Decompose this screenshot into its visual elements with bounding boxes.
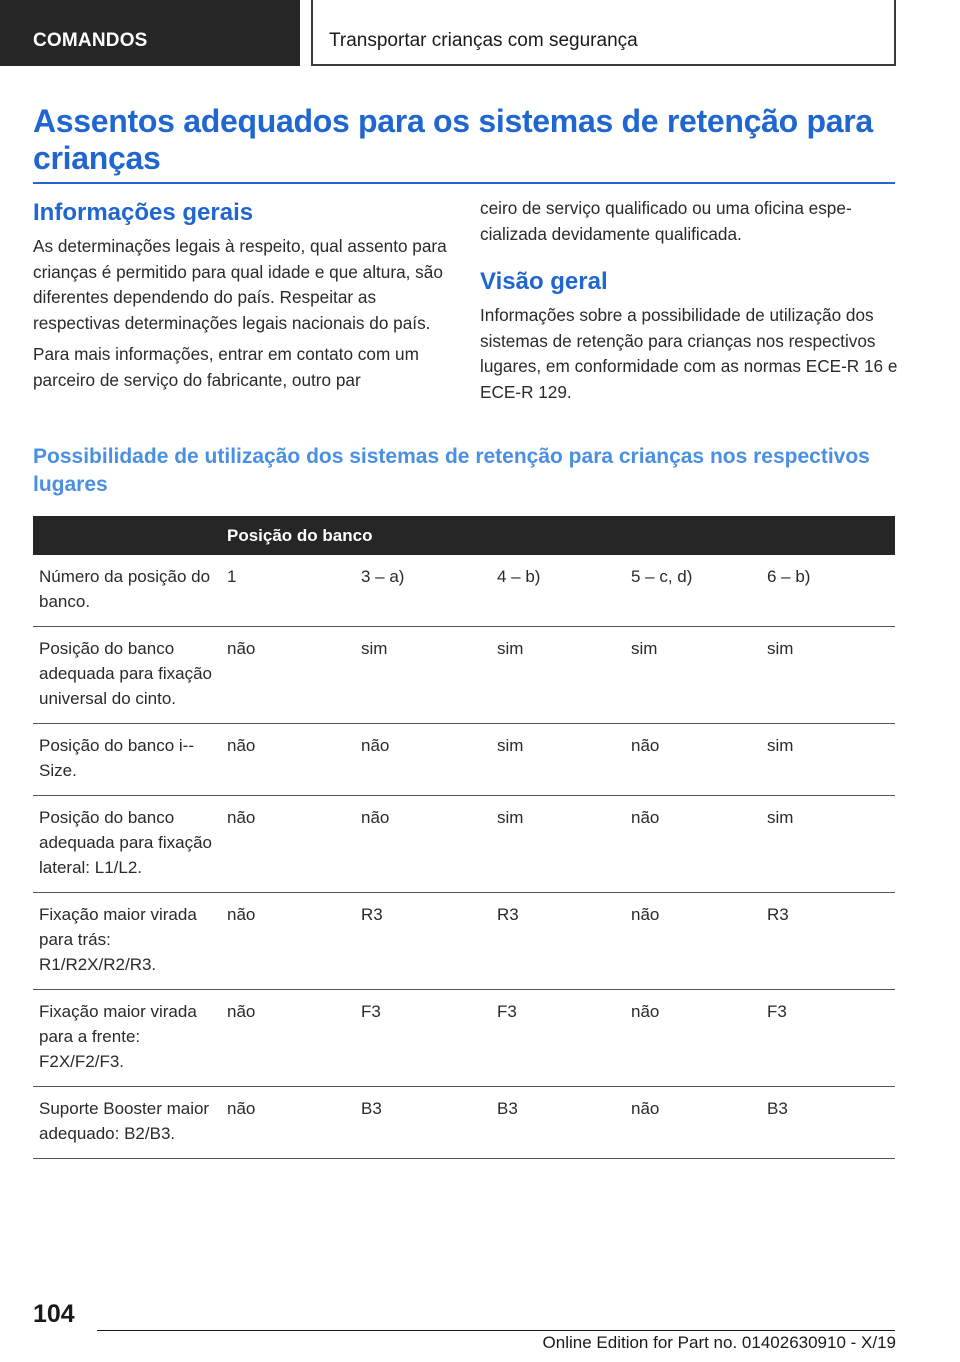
value-cell: 6 – b)	[761, 555, 895, 627]
value-cell: 1	[221, 555, 355, 627]
value-cell: não	[625, 990, 761, 1087]
general-paragraph-2-end: ceiro de serviço qualificado ou uma oficina especializada devidamente qualificada.	[480, 198, 852, 244]
general-paragraph-1: As determinações legais à respeito, qual assento para crianças é permitido para qual idade e que altura, são diferentes dependendo do país. Respeitar as respectivas determinações legais nacionais do país.	[33, 236, 447, 333]
value-cell: F3	[355, 990, 491, 1087]
overview-heading: Visão geral	[480, 268, 608, 296]
value-cell: não	[221, 796, 355, 893]
value-cell: 5 – c, d)	[625, 555, 761, 627]
value-cell: F3	[491, 990, 625, 1087]
value-cell: B3	[761, 1087, 895, 1159]
value-cell: não	[221, 893, 355, 990]
left-column	[33, 196, 453, 400]
value-cell: F3	[761, 990, 895, 1087]
row-label-cell: Posição do banco adequada para fixação lateral: L1/L2.	[33, 796, 221, 893]
value-cell: não	[221, 627, 355, 724]
row-label-cell: Suporte Booster maior adequado: B2/B3.	[33, 1087, 221, 1159]
value-cell: R3	[355, 893, 491, 990]
value-cell: B3	[491, 1087, 625, 1159]
table-header-empty	[33, 516, 221, 555]
value-cell: sim	[761, 627, 895, 724]
row-label-cell: Número da posição do banco.	[33, 555, 221, 627]
value-cell: não	[355, 724, 491, 796]
topic-tab: Transportar crianças com segurança	[311, 0, 896, 66]
general-paragraph-2-start: Para mais informações, entrar em contato com um parceiro de serviço do fabricante, outro par	[33, 344, 419, 390]
value-cell: não	[625, 796, 761, 893]
title-divider	[33, 182, 895, 184]
right-column	[480, 196, 898, 412]
table-header-seat-position: Posição do banco	[221, 516, 895, 555]
table-body	[33, 555, 895, 1159]
value-cell: sim	[625, 627, 761, 724]
value-cell: não	[625, 893, 761, 990]
value-cell: sim	[491, 724, 625, 796]
value-cell: sim	[355, 627, 491, 724]
section-tab: COMANDOS	[0, 0, 300, 66]
table-row	[33, 1087, 895, 1159]
row-label-cell: Posição do banco adequada para fixação universal do cinto.	[33, 627, 221, 724]
row-label-cell: Fixação maior virada para a frente: F2X/F2/F3.	[33, 990, 221, 1087]
value-cell: B3	[355, 1087, 491, 1159]
value-cell: não	[625, 724, 761, 796]
value-cell: sim	[491, 627, 625, 724]
table-row	[33, 555, 895, 627]
seat-position-table	[33, 516, 895, 1159]
footer-divider	[97, 1330, 895, 1331]
table-row	[33, 796, 895, 893]
table-row	[33, 893, 895, 990]
value-cell: R3	[761, 893, 895, 990]
value-cell: 3 – a)	[355, 555, 491, 627]
table-heading: Possibilidade de utilização dos sistemas de retenção para crianças nos respectivos lugares	[33, 445, 870, 496]
general-heading: Informações gerais	[33, 199, 254, 226]
value-cell: não	[355, 796, 491, 893]
table-header-row	[33, 516, 895, 555]
row-label-cell: Posição do banco i-Size.	[33, 724, 221, 796]
value-cell: não	[625, 1087, 761, 1159]
table-row	[33, 724, 895, 796]
page-title: Assentos adequados para os sistemas de retenção para crianças	[33, 103, 873, 176]
value-cell: não	[221, 1087, 355, 1159]
value-cell: 4 – b)	[491, 555, 625, 627]
row-label-cell: Fixação maior virada para trás: R1/R2X/R2/R3.	[33, 893, 221, 990]
overview-paragraph: Informações sobre a possibilidade de utilização dos sistemas de retenção para crianças nos respectivos lugares, em conformidade com as normas ECE-R 16 e ECE-R 129.	[480, 305, 898, 402]
value-cell: sim	[761, 724, 895, 796]
table-row	[33, 627, 895, 724]
value-cell: R3	[491, 893, 625, 990]
table-row	[33, 990, 895, 1087]
value-cell: não	[221, 990, 355, 1087]
page-number: 104	[33, 1300, 75, 1328]
footer-edition: Online Edition for Part no. 01402630910 - X/19	[542, 1333, 896, 1352]
value-cell: sim	[491, 796, 625, 893]
value-cell: sim	[761, 796, 895, 893]
value-cell: não	[221, 724, 355, 796]
